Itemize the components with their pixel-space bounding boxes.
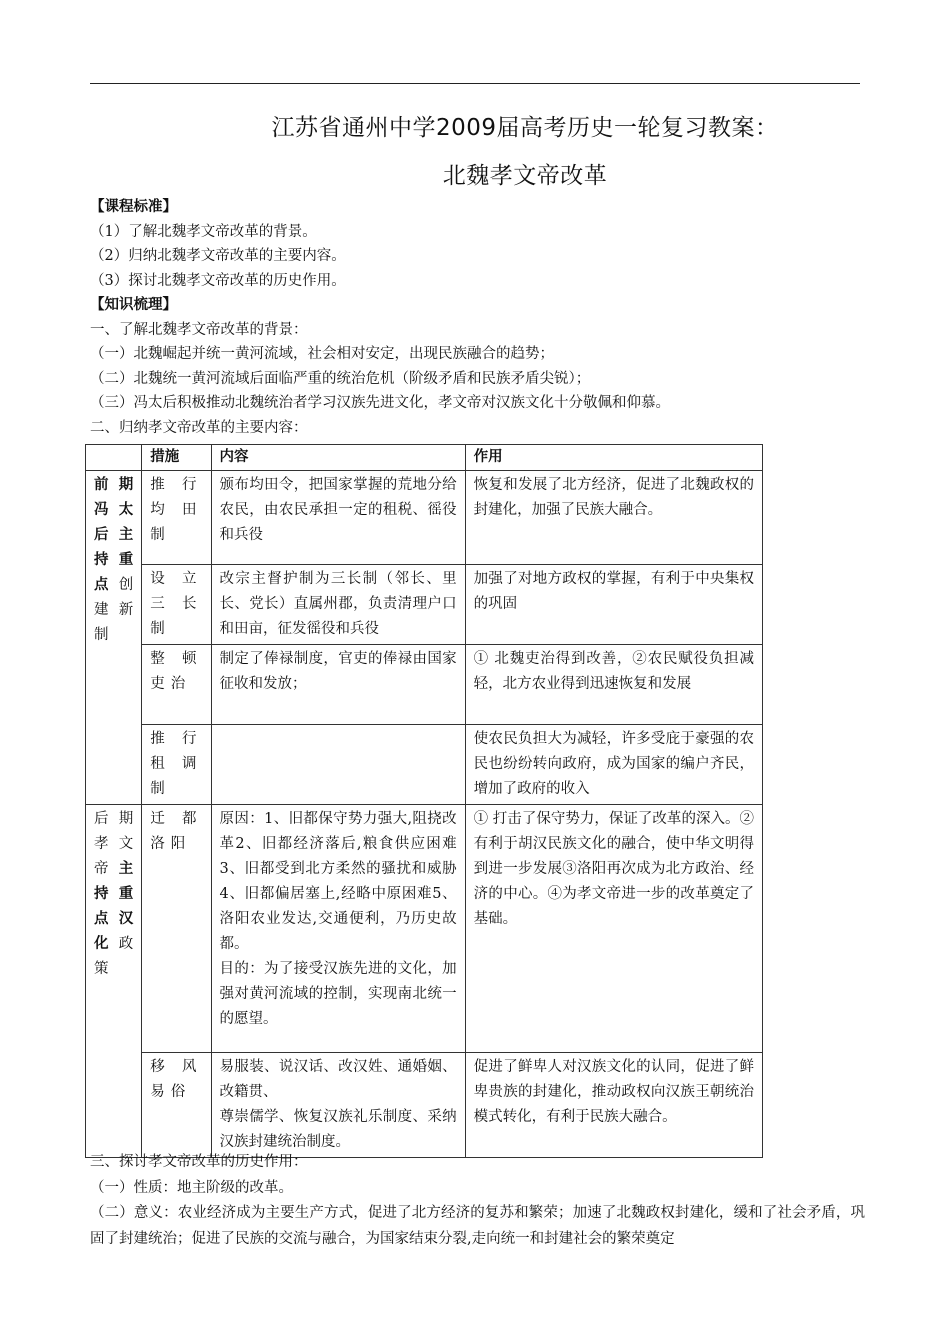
intro-section — [90, 195, 865, 440]
measure-cell: 移风易俗 — [142, 1053, 211, 1158]
table-row — [86, 471, 763, 565]
effect-cell: ① 北魏吏治得到改善，②农民赋役负担减轻，北方农业得到迅速恢复和发展 — [465, 645, 762, 725]
table-row — [86, 805, 763, 1053]
table-row — [86, 565, 763, 645]
phase1-cell — [86, 471, 142, 805]
content-cell — [211, 805, 465, 1053]
background-item: （二）北魏统一黄河流域后面临严重的统治危机（阶级矛盾和民族矛盾尖锐）； — [90, 370, 591, 387]
standard-item: （1）了解北魏孝文帝改革的背景。 — [90, 223, 317, 240]
header-blank — [86, 445, 142, 471]
nature-item: （一）性质：地主阶级的改革。 — [90, 1179, 293, 1196]
page-subtitle: 北魏孝文帝改革 — [442, 163, 608, 189]
effect-cell: 促进了鲜卑人对汉族文化的认同，促进了鲜卑贵族的封建化，推动政权向汉族王朝统治模式转化，有利于民族大融合。 — [465, 1053, 762, 1158]
phase2-normal-a: 后期孝文帝 — [94, 811, 134, 877]
content-cell: 改宗主督护制为三长制（邻长、里长、党长）直属州郡，负责清理户口和田亩，征发徭役和兵役 — [211, 565, 465, 645]
content-cell — [211, 725, 465, 805]
knowledge-heading: 【知识梳理】 — [90, 297, 177, 313]
header-effect: 作用 — [465, 445, 762, 471]
content-cell: 颁布均田令，把国家掌握的荒地分给农民，由农民承担一定的租税、徭役和兵役 — [211, 471, 465, 565]
significance-item: （二）意义：农业经济成为主要生产方式，促进了北方经济的复苏和繁荣；加速了北魏政权封建化，缓和了社会矛盾，巩固了封建统治；促进了民族的交流与融合，为国家结束分裂,走向统一和封建社会的繁荣奠定 — [90, 1205, 865, 1247]
phase1-bold: 前期冯太后主持重点 — [94, 477, 134, 593]
content-cell — [211, 1053, 465, 1158]
effect-cell: 加强了对地方政权的掌握，有利于中央集权的巩固 — [465, 565, 762, 645]
header-rule — [90, 83, 860, 84]
phase2-normal-b: 政策 — [94, 936, 134, 977]
measure-cell: 推行均田制 — [142, 471, 211, 565]
measure-cell: 迁都洛阳 — [142, 805, 211, 1053]
phase2-cell — [86, 805, 142, 1158]
standard-item: （2）归纳北魏孝文帝改革的主要内容。 — [90, 248, 346, 264]
measure-cell: 设立三长制 — [142, 565, 211, 645]
content-purpose: 目的：为了接受汉族先进的文化，加强对黄河流域的控制，实现南北统一的愿望。 — [219, 961, 457, 1027]
table-row — [86, 725, 763, 805]
header-measure: 措施 — [142, 445, 211, 471]
effect-cell: ① 打击了保守势力，保证了改革的深入。②有利于胡汉民族文化的融合，使中华文明得到进一步发展③洛阳再次成为北方政治、经济的中心。④为孝文帝进一步的改革奠定了基础。 — [465, 805, 762, 1053]
table-row — [86, 1053, 763, 1158]
measure-cell: 整顿吏治 — [142, 645, 211, 725]
standards-heading: 【课程标准】 — [90, 199, 177, 215]
content-part: 尊崇儒学、恢复汉族礼乐制度、采纳汉族封建统治制度。 — [219, 1109, 457, 1150]
section1-heading: 一、了解北魏孝文帝改革的背景： — [90, 321, 308, 338]
background-item: （一）北魏崛起并统一黄河流域，社会相对安定，出现民族融合的趋势； — [90, 346, 554, 362]
section3-heading: 三、探讨孝文帝改革的历史作用： — [90, 1154, 308, 1170]
phase2-bold: 主持重点汉化 — [94, 861, 134, 952]
section2-heading: 二、归纳孝文帝改革的主要内容： — [90, 419, 308, 436]
section3 — [90, 1150, 865, 1252]
page-title: 江苏省通州中学2009届高考历史一轮复习教案： — [271, 115, 779, 141]
content-reasons: 原因：1、旧都保守势力强大,阻挠改革2、旧都经济落后,粮食供应困难3、旧都受到北方柔然的骚扰和威胁4、旧都偏居塞上,经略中原困难5、洛阳农业发达,交通便利，乃历史故都。 — [219, 811, 457, 952]
standard-item: （3）探讨北魏孝文帝改革的历史作用。 — [90, 272, 346, 289]
measure-cell: 推行租调制 — [142, 725, 211, 805]
content-cell: 制定了俸禄制度，官吏的俸禄由国家征收和发放； — [211, 645, 465, 725]
phase1-normal: 创建新制 — [94, 577, 134, 643]
effect-cell: 恢复和发展了北方经济，促进了北魏政权的封建化，加强了民族大融合。 — [465, 471, 762, 565]
effect-cell: 使农民负担大为减轻，许多受庇于豪强的农民也纷纷转向政府，成为国家的编户齐民，增加了政府的收入 — [465, 725, 762, 805]
content-part: 易服装、说汉话、改汉姓、通婚姻、改籍贯、 — [219, 1059, 457, 1100]
background-item: （三）冯太后积极推动北魏统治者学习汉族先进文化，孝文帝对汉族文化十分敬佩和仰慕。 — [90, 395, 670, 411]
header-content: 内容 — [211, 445, 465, 471]
table-row — [86, 645, 763, 725]
table-header-row — [86, 445, 763, 471]
reform-table — [85, 444, 763, 1158]
